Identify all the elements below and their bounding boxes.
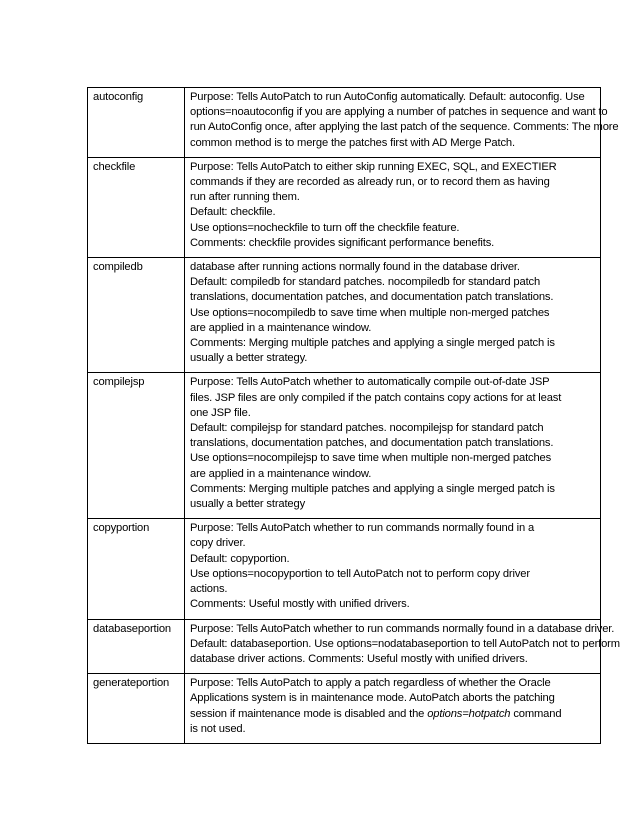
description-line: Comments: checkfile provides significant performance benefits. (190, 236, 495, 249)
description-line: translations, documentation patches, and documentation patch translations. (190, 437, 554, 450)
description-line: Default: checkfile. (190, 206, 276, 219)
option-name: checkfile (88, 157, 185, 257)
option-description (185, 258, 601, 373)
description-line: translations, documentation patches, and documentation patch translations. (190, 291, 554, 304)
option-name: copyportion (88, 519, 185, 619)
description-text: command (510, 707, 562, 720)
description-line: are applied in a maintenance window. (190, 321, 372, 334)
description-line: Purpose: Tells AutoPatch whether to run commands normally found in a database driver. (190, 622, 615, 635)
description-line: files. JSP files are only compiled if the patch contains copy actions for at least (190, 391, 562, 404)
table-row-databaseportion (88, 619, 601, 674)
description-line: Purpose: Tells AutoPatch to either skip running EXEC, SQL, and EXECTIER (190, 160, 557, 173)
description-line: actions. (190, 583, 228, 596)
description-line: usually a better strategy (190, 498, 306, 511)
option-description (185, 674, 601, 744)
description-line: usually a better strategy. (190, 352, 308, 365)
table-row-generateportion (88, 674, 601, 744)
description-line: Use options=nocompiledb to save time when multiple non-merged patches (190, 306, 550, 319)
description-line: Purpose: Tells AutoPatch whether to run commands normally found in a (190, 522, 535, 535)
description-line: Use options=nocheckfile to turn off the checkfile feature. (190, 221, 460, 234)
table-row-copyportion (88, 519, 601, 619)
description-line: Default: compilejsp for standard patches. nocompilejsp for standard patch (190, 422, 544, 435)
description-line: run AutoConfig once, after applying the last patch of the sequence. Comments: The more (190, 121, 619, 134)
description-text: session if maintenance mode is disabled and the (190, 707, 428, 720)
option-description (185, 88, 619, 158)
options-table (87, 87, 620, 744)
option-name: generateportion (88, 674, 185, 744)
description-line (190, 707, 595, 722)
option-description (185, 373, 601, 519)
description-line: Default: copyportion. (190, 552, 290, 565)
option-name: compiledb (88, 258, 185, 373)
description-line: database after running actions normally found in the database driver. (190, 261, 520, 274)
option-description (185, 619, 620, 674)
description-line: is not used. (190, 722, 246, 735)
description-line: Use options=nocopyportion to tell AutoPatch not to perform copy driver (190, 567, 530, 580)
description-line: Purpose: Tells AutoPatch to apply a patch regardless of whether the Oracle (190, 677, 551, 690)
description-line: Comments: Useful mostly with unified drivers. (190, 598, 410, 611)
description-line: Default: compiledb for standard patches. nocompiledb for standard patch (190, 276, 541, 289)
option-name: compilejsp (88, 373, 185, 519)
description-line: are applied in a maintenance window. (190, 467, 372, 480)
option-description (185, 519, 601, 619)
document-page (87, 87, 620, 744)
hotpatch-option-text: options=hotpatch (427, 707, 511, 720)
option-name: databaseportion (88, 619, 185, 674)
description-line: commands if they are recorded as already run, or to record them as having (190, 176, 550, 189)
description-line: Comments: Merging multiple patches and applying a single merged patch is (190, 482, 555, 495)
option-description (185, 157, 601, 257)
description-line: Default: databaseportion. Use options=nodatabaseportion to tell AutoPatch not to perform (190, 637, 620, 650)
table-row-checkfile (88, 157, 601, 257)
description-line: Purpose: Tells AutoPatch to run AutoConfig automatically. Default: autoconfig. Use (190, 91, 585, 103)
description-line: Applications system is in maintenance mode. AutoPatch aborts the patching (190, 692, 555, 705)
description-line: Purpose: Tells AutoPatch whether to automatically compile out-of-date JSP (190, 376, 550, 389)
option-name: autoconfig (88, 88, 185, 158)
description-line: database driver actions. Comments: Useful mostly with unified drivers. (190, 652, 528, 665)
description-line: one JSP file. (190, 406, 251, 419)
description-line: common method is to merge the patches first with AD Merge Patch. (190, 136, 515, 149)
description-line: run after running them. (190, 191, 300, 204)
description-line: options=noautoconfig if you are applying a number of patches in sequence and want to (190, 106, 608, 119)
description-line: copy driver. (190, 537, 246, 550)
table-row-compilejsp (88, 373, 601, 519)
description-line: Use options=nocompilejsp to save time when multiple non-merged patches (190, 452, 552, 465)
description-line: Comments: Merging multiple patches and applying a single merged patch is (190, 337, 555, 350)
table-row-compiledb (88, 258, 601, 373)
table-row-autoconfig (88, 88, 601, 158)
